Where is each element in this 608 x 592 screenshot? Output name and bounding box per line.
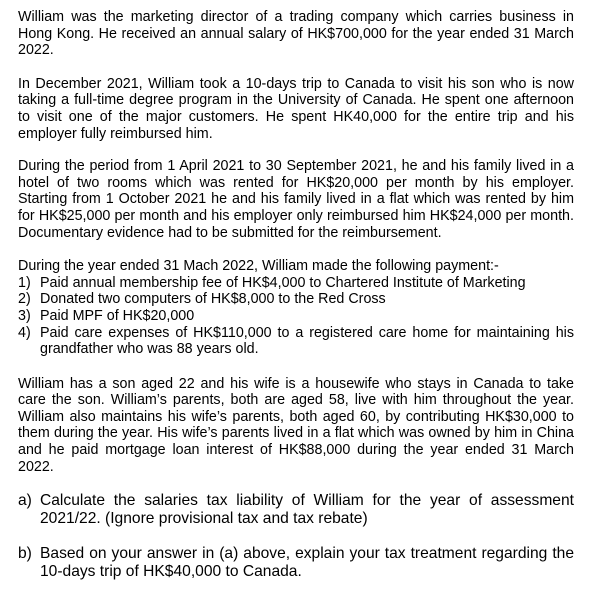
- list-item-number: 4): [18, 324, 31, 341]
- question-label: b): [18, 545, 32, 563]
- intro-paragraph: William was the marketing director of a trading company which carries business in Hong Kong. He received an annual salary of HK$700,000 for the year ended 31 March 2022.: [18, 9, 574, 59]
- payments-list: [18, 275, 574, 358]
- list-item-number: 2): [18, 291, 31, 308]
- question-text: Calculate the salaries tax liability of William for the year of assessment 2021/22. (Ignore provisional tax and tax rebate): [40, 492, 574, 528]
- list-item: [18, 291, 574, 308]
- list-item: [18, 325, 574, 358]
- question-label: a): [18, 492, 32, 510]
- list-item: [18, 308, 574, 325]
- payments-intro: During the year ended 31 Mach 2022, William made the following payment:-: [18, 258, 499, 275]
- list-item-number: 3): [18, 307, 31, 324]
- list-item-number: 1): [18, 274, 31, 291]
- list-item-text: Paid annual membership fee of HK$4,000 to Chartered Institute of Marketing: [40, 274, 526, 291]
- list-item-text: Paid MPF of HK$20,000: [40, 307, 195, 324]
- question-b: [18, 545, 574, 581]
- family-paragraph: William has a son aged 22 and his wife is a housewife who stays in Canada to take care the son. William’s parents, both are aged 58, live with him throughout the year. William also maintains his wife’s parents, both aged 60, by contributing HK$30,000 to them during the year. His wife’s parents lived in a flat which was owned by him in China and he paid mortgage loan interest of HK$88,000 during the year ended 31 March 2022.: [18, 375, 574, 475]
- accommodation-paragraph: During the period from 1 April 2021 to 30 September 2021, he and his family lived in a hotel of two rooms which was rented for HK$20,000 per month by his employer. Starting from 1 October 2021 he and his family lived in a flat which was rented by him for HK$25,000 per month and his employer only reimbursed him HK$24,000 per month. Documentary evidence had to be submitted for the reimbursement.: [18, 158, 574, 241]
- question-text: Based on your answer in (a) above, explain your tax treatment regarding the 10-days trip of HK$40,000 to Canada.: [40, 545, 574, 581]
- list-item-text: Donated two computers of HK$8,000 to the Red Cross: [40, 291, 386, 308]
- questions-list: [18, 492, 574, 581]
- trip-paragraph: In December 2021, William took a 10-days trip to Canada to visit his son who is now taking a full-time degree program in the University of Canada. He spent one afternoon to visit one of the major customers. He spent HK40,000 for the entire trip and his employer fully reimbursed him.: [18, 75, 574, 142]
- question-a: [18, 492, 574, 528]
- list-item: [18, 275, 574, 292]
- list-item-text: Paid care expenses of HK$110,000 to a registered care home for maintaining his grandfather who was 88 years old.: [40, 324, 574, 358]
